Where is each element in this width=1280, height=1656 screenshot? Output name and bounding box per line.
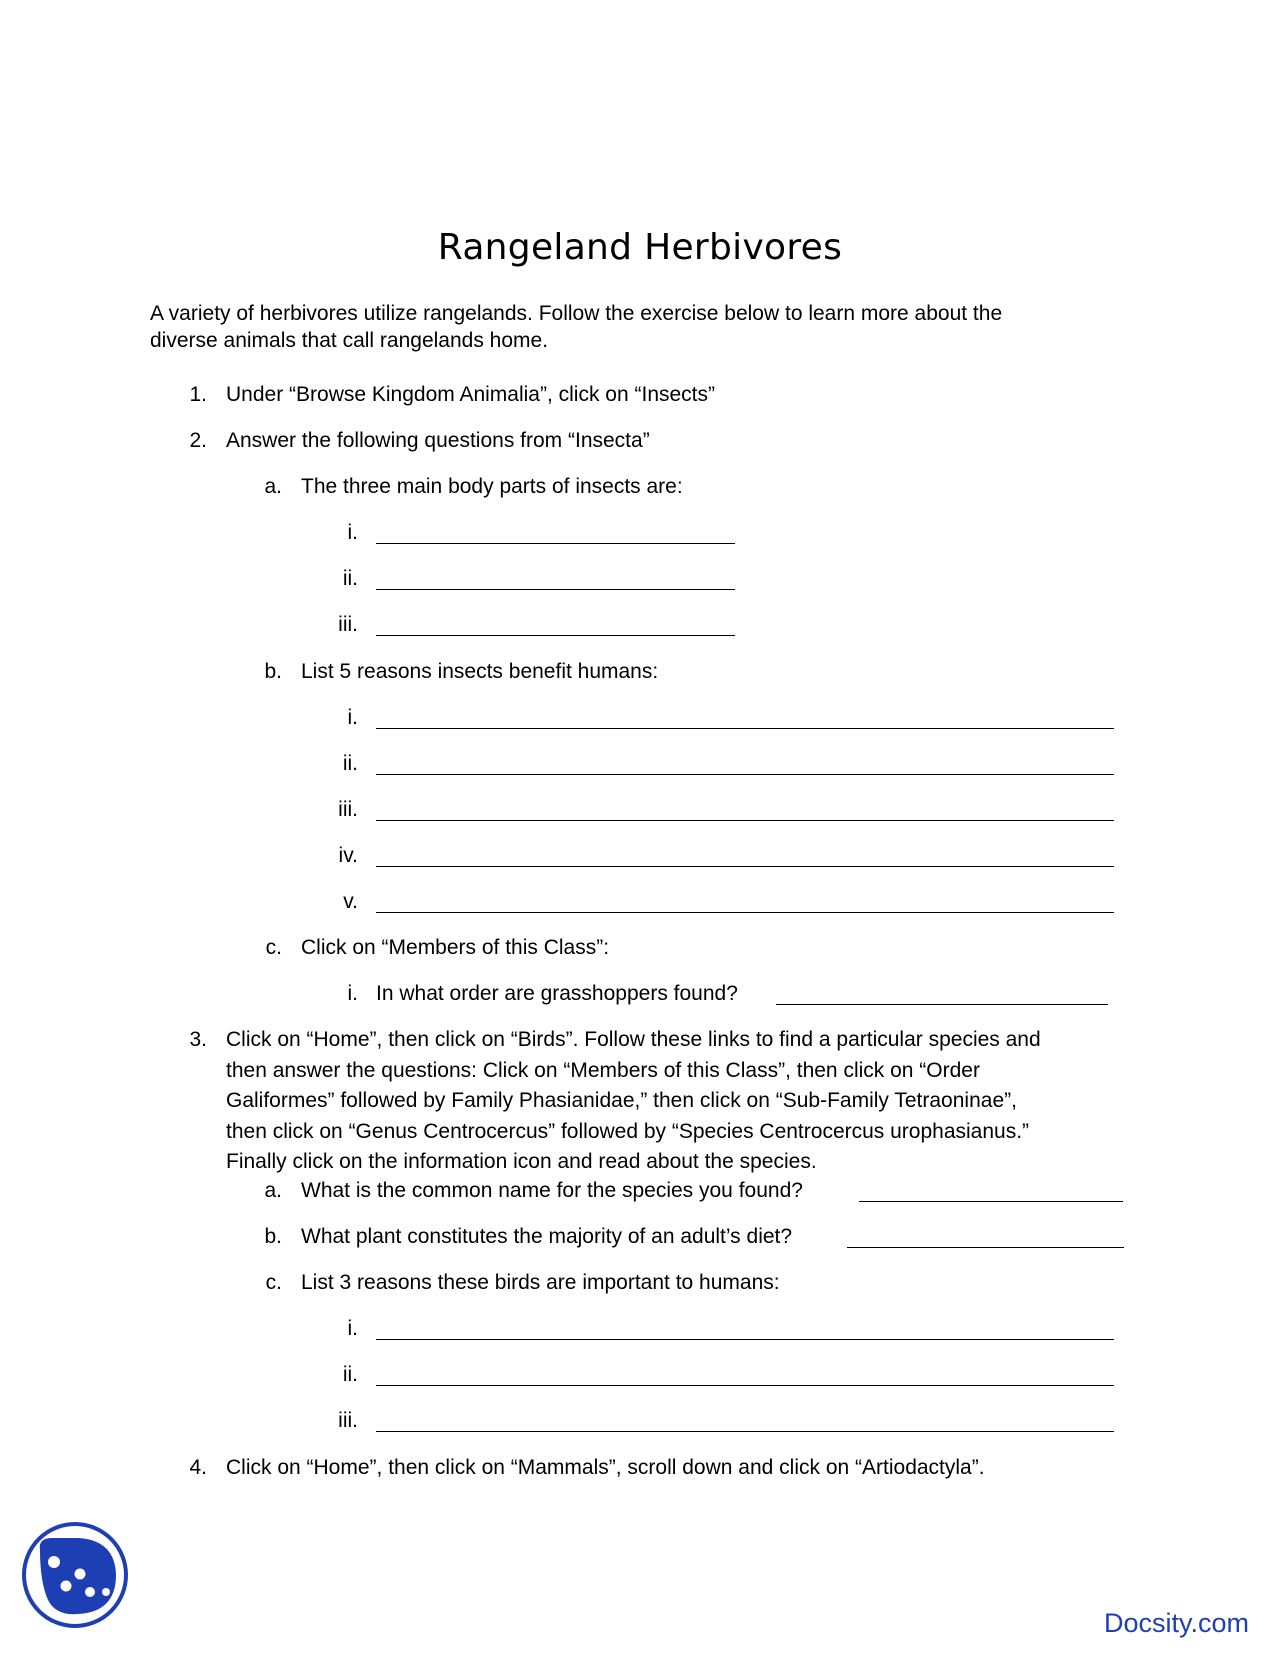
q2a-roman-1: i. (347, 521, 358, 544)
q2c-sub-number: i. (347, 982, 358, 1005)
q2b-roman-1: i. (347, 706, 358, 729)
q3c-roman-2: ii. (342, 1363, 358, 1386)
q3c-roman-1: i. (347, 1317, 358, 1340)
q2a-roman-3: iii. (338, 613, 358, 636)
q2-text: Answer the following questions from “Insecta” (226, 429, 650, 452)
q3-line-2: then answer the questions: Click on “Members of this Class”, then click on “Order (226, 1058, 980, 1082)
q2a-text: The three main body parts of insects are: (301, 475, 683, 498)
q2b-text: List 5 reasons insects benefit humans: (301, 660, 659, 683)
q4-number: 4. (189, 1456, 207, 1479)
q3-line-4: then click on “Genus Centrocercus” followed by “Species Centrocercus urophasianus.” (226, 1119, 1030, 1143)
q2b-roman-3: iii. (338, 798, 358, 821)
q2b-roman-4: iv. (338, 844, 358, 867)
q3c-text: List 3 reasons these birds are important to humans: (301, 1271, 780, 1294)
q3-line-3: Galiformes” followed by Family Phasianidae,” then click on “Sub-Family Tetraoninae”, (226, 1089, 1017, 1112)
intro-line-1: A variety of herbivores utilize rangelands. Follow the exercise below to learn more about the (150, 302, 1003, 325)
docsity-logo-icon[interactable] (20, 1520, 130, 1630)
answer-blank[interactable] (847, 1247, 1124, 1248)
q4-text: Click on “Home”, then click on “Mammals”, scroll down and click on “Artiodactyla”. (226, 1456, 985, 1479)
q3b-label: b. (264, 1225, 282, 1248)
answer-blank[interactable] (376, 728, 1114, 729)
q2c-sub-text: In what order are grasshoppers found? (376, 982, 738, 1005)
answer-blank[interactable] (376, 635, 735, 636)
q2a-label: a. (264, 475, 282, 498)
answer-blank[interactable] (376, 866, 1114, 867)
answer-blank[interactable] (376, 912, 1114, 913)
q3a-text: What is the common name for the species you found? (301, 1179, 803, 1202)
q2-number: 2. (189, 429, 207, 452)
docsity-brand-link[interactable]: Docsity.com (1104, 1608, 1250, 1638)
q3-paragraph (226, 1025, 1041, 1178)
q3c-roman-3: iii. (338, 1409, 358, 1432)
q3c-label: c. (265, 1271, 282, 1294)
answer-blank[interactable] (859, 1201, 1123, 1202)
q2b-label: b. (264, 660, 282, 683)
answer-blank[interactable] (376, 543, 735, 544)
q3a-label: a. (264, 1179, 282, 1202)
q2c-text: Click on “Members of this Class”: (301, 936, 610, 959)
answer-blank[interactable] (776, 1004, 1108, 1005)
q1-text: Under “Browse Kingdom Animalia”, click on “Insects” (226, 383, 716, 406)
q1-number: 1. (189, 383, 207, 406)
q2c-label: c. (265, 936, 282, 959)
q3-number: 3. (189, 1028, 207, 1051)
q2a-roman-2: ii. (342, 567, 358, 590)
answer-blank[interactable] (376, 820, 1114, 821)
q3-line-5: Finally click on the information icon and read about the species. (226, 1150, 817, 1173)
answer-blank[interactable] (376, 589, 735, 590)
answer-blank[interactable] (376, 1385, 1114, 1386)
page-title: Rangeland Herbivores (437, 227, 843, 268)
q3b-text: What plant constitutes the majority of an adult’s diet? (301, 1225, 793, 1248)
answer-blank[interactable] (376, 1431, 1114, 1432)
answer-blank[interactable] (376, 1339, 1114, 1340)
q3-line-1: Click on “Home”, then click on “Birds”. Follow these links to find a particular species and (226, 1028, 1041, 1051)
answer-blank[interactable] (376, 774, 1114, 775)
q2b-roman-5: v. (343, 890, 358, 913)
intro-line-2: diverse animals that call rangelands home. (150, 329, 549, 352)
q2b-roman-2: ii. (342, 752, 358, 775)
